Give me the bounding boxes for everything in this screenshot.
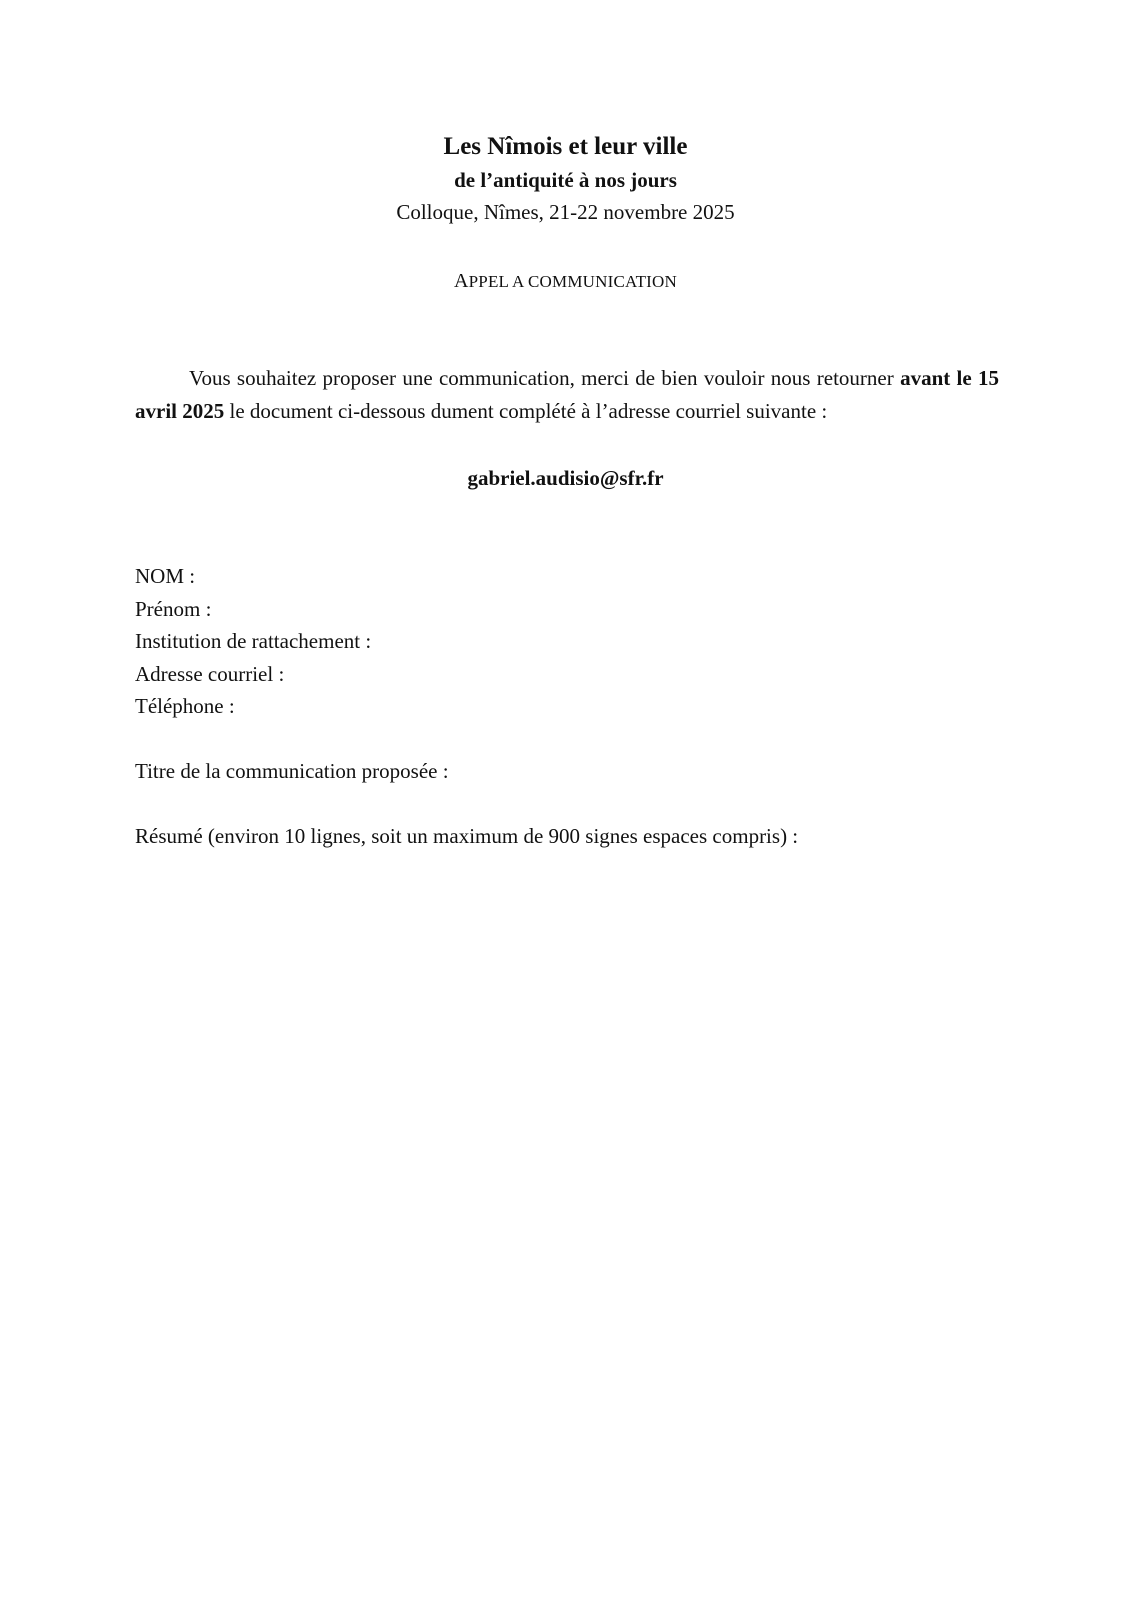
field-institution-label: Institution de rattachement : (135, 629, 372, 653)
intro-text-part1: Vous souhaitez proposer une communication, merci de bien vouloir nous retourner (189, 366, 901, 390)
deadline-text: avant le 15 avril 2025 (135, 366, 1000, 423)
call-heading-rest: PPEL A COMMUNICATION (468, 272, 677, 291)
call-heading-initial: A (454, 270, 469, 292)
field-nom-label: NOM : (135, 564, 196, 588)
document-subtitle: de l’antiquité à nos jours (454, 168, 677, 192)
field-prenom-label: Prénom : (135, 596, 212, 621)
intro-text-part2: le document ci-dessous dument complété à l’adresse courriel suivante : (224, 399, 828, 423)
intro-paragraph (135, 362, 999, 428)
contact-email: gabriel.audisio@sfr.fr (467, 466, 664, 490)
field-adresse-label: Adresse courriel : (135, 661, 285, 686)
document-header (0, 130, 1131, 228)
field-telephone-label: Téléphone : (135, 694, 235, 718)
field-titre-label: Titre de la communication proposée : (135, 759, 449, 783)
form-fields (135, 560, 371, 723)
call-heading (0, 270, 1131, 293)
field-resume-label: Résumé (environ 10 lignes, soit un maximum de 900 signes espaces compris) : (135, 824, 799, 848)
document-title: Les Nîmois et leur ville (443, 133, 688, 160)
event-info: Colloque, Nîmes, 21-22 novembre 2025 (396, 200, 735, 224)
